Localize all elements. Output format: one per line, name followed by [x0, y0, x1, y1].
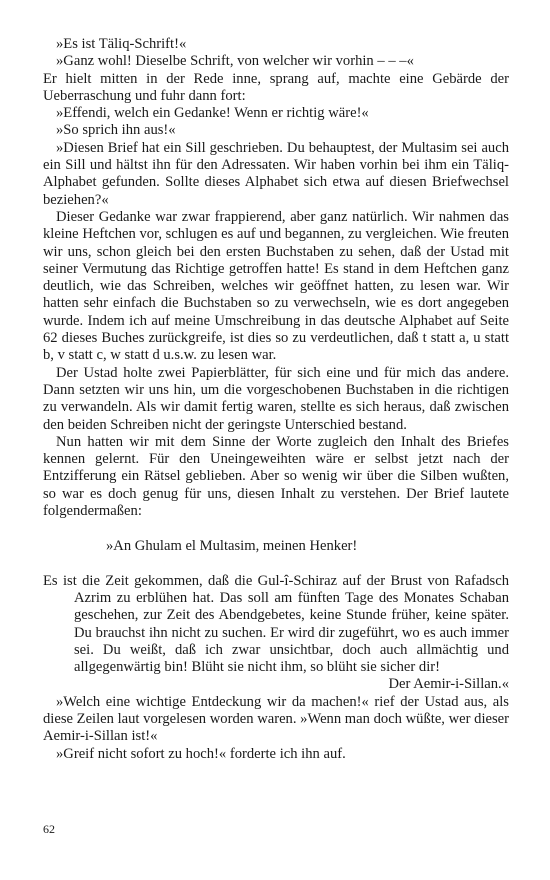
letter-body: Es ist die Zeit gekommen, daß die Gul-î-Schiraz auf der Brust von Rafadsch Azrim zu erblühen hat. Das soll am fünften Tage des Monates Schaban geschehen, zur Zeit des Abendgebetes, keine Stunde früher, keine später. Du brauchst ihn nicht zu suchen. Er wird dir zugeführt, wo es auch immer sei. Du weißt, daß ich zwar unsichtbar, doch auch allmächtig und allgegenwärtig bin! Blüht sie nicht ihm, so blüht sie sicher dir!: [43, 572, 509, 676]
body-text: [43, 36, 509, 763]
paragraph: Dieser Gedanke war zwar frappierend, aber ganz natürlich. Wir nahmen das kleine Heftchen vor, schlugen es auf und begannen, zu vergleichen. Wie freuten wir uns, schon gleich bei den ersten Buchstaben zu sehen, daß der Ustad mit seiner Vermutung das Richtige getroffen hatte! Es stand in dem Heftchen ganz deutlich, wie das Schreiben, welches wir geöffnet hatten, zu lesen war. Wir hatten sehr einfach die Buchstaben so zu verwechseln, wie es dort angegeben wurde. Indem ich auf meine Umschreibung in das deutsche Alphabet auf Seite 62 dieses Buches zurückgreife, ist dies so zu verdeutlichen, daß t statt a, u statt b, v statt c, w statt d u.s.w. zu lesen war.: [43, 208, 509, 364]
paragraph: »Ganz wohl! Dieselbe Schrift, von welcher wir vorhin – – –«: [56, 53, 414, 70]
paragraph: Der Ustad holte zwei Papierblätter, für sich eine und für mich das andere. Dann setzten wir uns hin, um die vorgeschobenen Buchstaben in die richtigen zu verwandeln. Als wir damit fertig waren, stellte es sich heraus, daß zwischen den beiden Schreiben nicht der geringste Unterschied bestand.: [43, 364, 509, 433]
paragraph: Er hielt mitten in der Rede inne, sprang auf, machte eine Gebärde der Ueberraschung und fuhr dann fort:: [43, 70, 509, 104]
paragraph: »Welch eine wichtige Entdeckung wir da machen!« rief der Ustad aus, als diese Zeilen laut vorgelesen worden waren. »Wenn man doch wüßte, wer dieser Aemir-i-Sillan ist!«: [43, 693, 509, 745]
letter-signature: Der Aemir-i-Sillan.«: [388, 676, 509, 693]
paragraph: »Effendi, welch ein Gedanke! Wenn er richtig wäre!«: [56, 105, 369, 122]
paragraph: »Diesen Brief hat ein Sill geschrieben. Du behauptest, der Multasim sei auch ein Sill und hältst ihn für den Adressaten. Wir haben vorhin bei ihm ein Täliq-Alphabet gefunden. Sollte dieses Alphabet sich etwa auf diesen Briefwechsel beziehen?«: [43, 139, 509, 208]
paragraph: »So sprich ihn aus!«: [56, 122, 176, 139]
paragraph: »Es ist Täliq-Schrift!«: [56, 36, 187, 52]
paragraph: Nun hatten wir mit dem Sinne der Worte zugleich den Inhalt des Briefes kennen gelernt. Für den Uneingeweihten wäre er selbst jetzt nach der Entzifferung ein Rätsel geblieben. Aber so wenig wir über die Silben wußten, so war es doch genug für uns, diesen Inhalt zu verstehen. Der Brief lautete folgendermaßen:: [43, 433, 509, 520]
paragraph: »Greif nicht sofort zu hoch!« forderte ich ihn auf.: [56, 745, 346, 762]
letter-salutation: »An Ghulam el Multasim, meinen Henker!: [106, 538, 358, 555]
page-number: 62: [43, 822, 55, 836]
